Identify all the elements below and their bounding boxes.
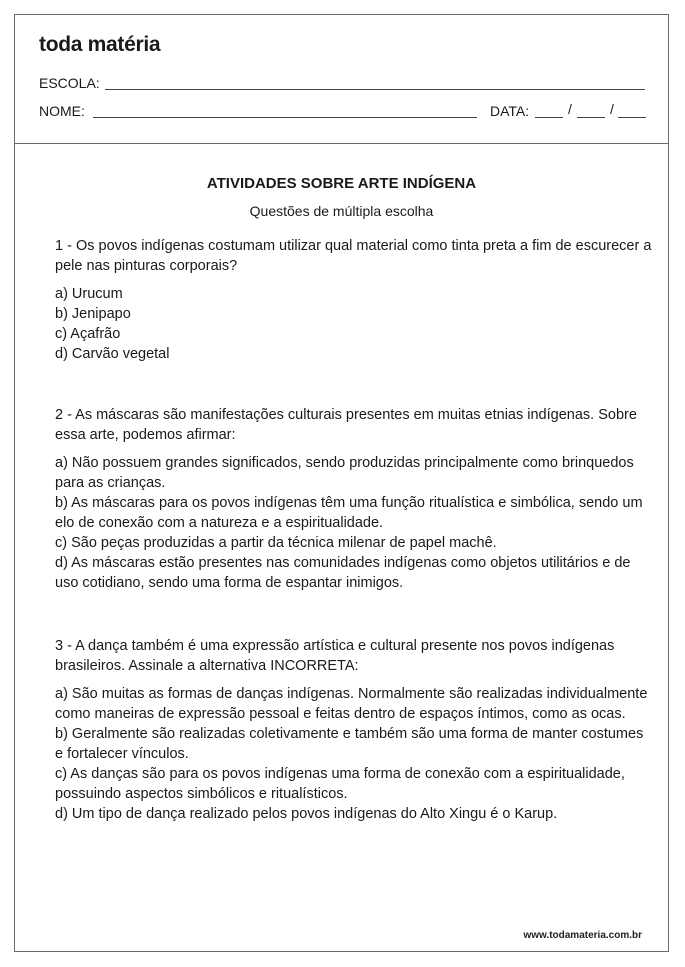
date-separator: /: [610, 101, 614, 117]
option: b) Geralmente são realizadas coletivamente e também são uma forma de manter costumes e fortalecer vínculos.: [55, 726, 644, 762]
option: a) São muitas as formas de danças indígenas. Normalmente são realizadas individualmente como maneiras de expressão pessoal e feitas dentro de espaços íntimos, como as ocas.: [55, 686, 648, 722]
worksheet-frame: [14, 14, 669, 952]
option: b) As máscaras para os povos indígenas têm uma função ritualística e simbólica, sendo um elo de conexão com a natureza e a espiritualidade.: [55, 495, 643, 531]
footer-url: www.todamateria.com.br: [523, 930, 642, 941]
option: c) São peças produzidas a partir da técnica milenar de papel machê.: [55, 535, 497, 551]
option: c) Açafrão: [55, 326, 121, 342]
question-block-3: [55, 636, 655, 824]
question-text: 1 - Os povos indígenas costumam utilizar qual material como tinta preta a fim de escurecer a pele nas pinturas corporais?: [55, 238, 652, 274]
option: a) Não possuem grandes significados, sendo produzidas principalmente como brinquedos para as crianças.: [55, 455, 634, 491]
date-label: DATA:: [490, 103, 530, 119]
option: d) Um tipo de dança realizado pelos povos indígenas do Alto Xingu é o Karup.: [55, 806, 558, 822]
school-label: ESCOLA:: [39, 75, 100, 91]
question-block-1: [55, 236, 655, 364]
option: d) Carvão vegetal: [55, 346, 170, 362]
option: a) Urucum: [55, 286, 123, 302]
date-day-line: [535, 117, 563, 118]
name-label: NOME:: [39, 103, 85, 119]
date-year-line: [618, 117, 646, 118]
option: d) As máscaras estão presentes nas comunidades indígenas como objetos utilitários e de uso cotidiano, sendo uma forma de espantar inimigos.: [55, 555, 631, 591]
school-line: [105, 89, 645, 90]
page-title: ATIVIDADES SOBRE ARTE INDÍGENA: [206, 175, 477, 192]
options-list: [55, 684, 655, 824]
options-list: [55, 453, 655, 593]
date-month-line: [577, 117, 605, 118]
option: b) Jenipapo: [55, 306, 131, 322]
page-subtitle: Questões de múltipla escolha: [249, 203, 434, 219]
option: c) As danças são para os povos indígenas uma forma de conexão com a espiritualidade, possuindo aspectos simbólicos e ritualísticos.: [55, 766, 625, 802]
options-list: [55, 284, 655, 364]
name-line: [93, 117, 477, 118]
logo: toda matéria: [39, 33, 161, 56]
header-divider: [15, 143, 668, 144]
date-separator: /: [568, 101, 572, 117]
question-text: 3 - A dança também é uma expressão artística e cultural presente nos povos indígenas brasileiros. Assinale a alternativa INCORRETA:: [55, 638, 615, 674]
question-text: 2 - As máscaras são manifestações culturais presentes em muitas etnias indígenas. Sobre essa arte, podemos afirmar:: [55, 407, 637, 443]
question-block-2: [55, 405, 655, 593]
